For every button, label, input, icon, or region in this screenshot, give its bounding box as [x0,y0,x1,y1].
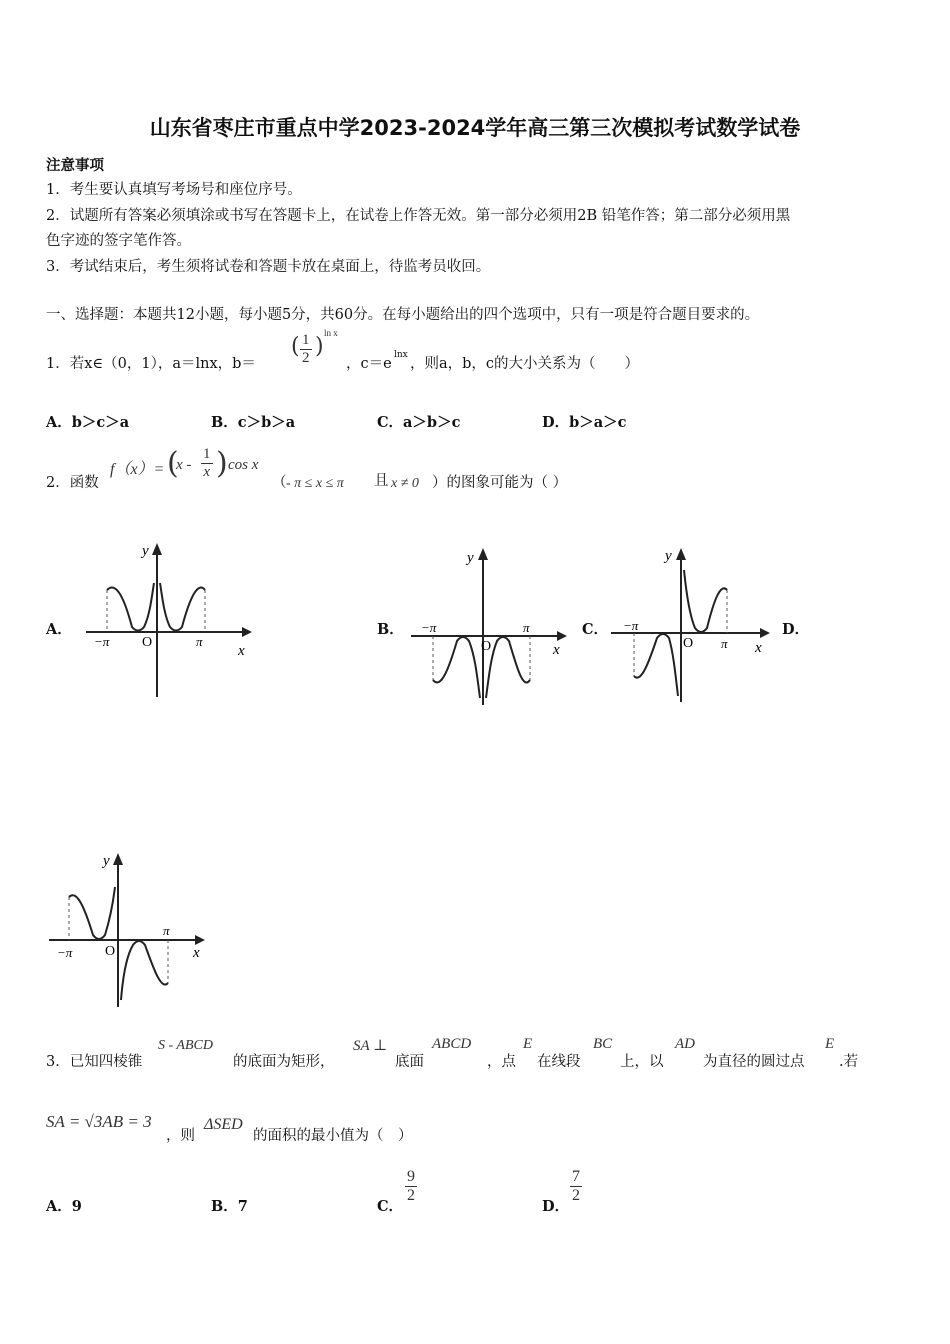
q2-option-d-label: D． [782,621,810,638]
graph-d-pi: π [163,923,170,938]
q1-frac-num: 1 [302,332,310,348]
q3-text-6: 为直径的圆过点 [703,1054,805,1070]
q3-option-d-den: 2 [572,1187,580,1204]
q2-f: f（x）= [110,461,165,478]
notice-item: 2．试题所有答案必须填涂或书写在答题卡上，在试卷上作答无效。第一部分必须用2B 铅笔作答；第二部分必须用黑 [46,208,791,224]
q2-option-b-label: B． [377,621,404,638]
graph-b-origin: O [481,639,492,654]
q3-option-b: B．7 [211,1198,248,1215]
graph-c [605,540,780,710]
q1-fraction [300,332,312,367]
q3-pyramid: S - ABCD [158,1038,213,1053]
graph-b [405,540,575,710]
q1-frac-den: 2 [302,350,310,366]
q3-bc: BC [593,1036,613,1052]
q1-option-a: A．b＞c＞a [46,414,130,431]
q1-exponent: ln x [324,328,338,338]
section-heading: 一、选择题：本题共12小题，每小题5分，共60分。在每小题给出的四个选项中，只有一项是符合题目要求的。 [46,307,760,323]
q2-frac-den: x [203,464,211,480]
q3-text-5: 上，以 [620,1054,664,1070]
q3-option-c-fraction [405,1168,417,1205]
graph-a [80,535,265,705]
notice-heading: 注意事项 [46,157,104,174]
q1-option-b: B．c＞b＞a [211,414,296,431]
q2-stem-pre: 2．函数 [46,475,99,491]
q3-text-9: 的面积的最小值为（ ） [253,1128,413,1144]
notice-item: 色字迹的签字笔作答。 [46,233,191,249]
q3-text-1: 的底面为矩形， [233,1054,335,1070]
q2-frac-num: 1 [203,446,211,462]
graph-c-pi: π [721,636,728,651]
graph-d [45,845,220,1015]
graph-c-origin: O [683,636,694,651]
q3-ad: AD [675,1036,695,1052]
q3-option-c-label: C． [377,1198,404,1215]
q1-c-exponent: lnx [394,350,408,360]
graph-a-y-label: y [142,543,149,559]
q3-e1: E [523,1036,533,1052]
graph-a-neg-pi: −π [94,634,110,649]
q3-option-c-den: 2 [407,1187,415,1204]
graph-b-x-label: x [553,642,560,658]
q1-stem-pre: 1．若x∈（0，1），a＝lnx，b＝ [46,356,256,372]
graph-a-x-label: x [238,643,245,659]
graph-d-y-label: y [103,853,110,869]
q2-fraction [201,446,213,481]
graph-d-neg-pi: −π [57,945,73,960]
page-title: 山东省枣庄市重点中学2023-2024学年高三第三次模拟考试数学试卷 [149,116,801,140]
q3-e2: E [825,1036,835,1052]
q3-text-3: ，点 [487,1054,516,1070]
q2-neq: x ≠ 0 [391,476,419,491]
graph-b-neg-pi: −π [421,620,437,635]
graph-b-pi: π [523,620,530,635]
q2-cond: - π ≤ x ≤ π [286,476,344,491]
graph-c-x-label: x [755,640,762,656]
q2-paren-open: ( [167,446,179,481]
q1-paren-close: ) [315,334,324,359]
graph-a-pi: π [196,634,203,649]
q2-qie: 且 [374,473,389,489]
graph-b-y-label: y [467,550,474,566]
q3-stem-pre: 3．已知四棱锥 [46,1054,143,1070]
q1-stem-post: ，则a，b，c的大小关系为（ ） [410,356,640,372]
q1-paren-open: ( [291,334,300,359]
q1-option-d: D．b＞a＞c [542,414,627,431]
graph-a-origin: O [142,635,153,650]
notice-item: 3．考试结束后，考生须将试卷和答题卡放在桌面上，待监考员收回。 [46,259,491,275]
q3-triangle: ΔSED [204,1116,243,1133]
q3-option-d-label: D． [542,1198,570,1215]
q1-c-text: ，c＝e [346,356,392,372]
notice-item: 1．考生要认真填写考场号和座位序号。 [46,182,302,198]
q3-text-2: 底面 [395,1054,424,1070]
graph-c-neg-pi: −π [623,618,639,633]
q3-text-4: 在线段 [537,1054,581,1070]
q3-option-c-num: 9 [407,1168,415,1185]
q2-cos: cos x [228,457,259,473]
q3-option-d-num: 7 [572,1168,580,1185]
q2-option-c-label: C． [582,621,609,638]
q3-condition: SA = √3AB = 3 [46,1112,152,1131]
q2-option-a-label: A． [46,621,72,638]
q1-option-c: C．a＞b＞c [377,414,461,431]
q3-sa-perp: SA ⊥ [353,1038,388,1054]
q3-option-d-fraction [570,1168,582,1205]
graph-c-y-label: y [665,548,672,564]
q3-text-7: .若 [839,1054,859,1070]
graph-d-origin: O [105,944,116,959]
q3-text-8: ，则 [166,1128,195,1144]
q2-cond-open: （ [272,475,287,491]
graph-d-x-label: x [193,945,200,961]
q2-x-minus: x - [176,457,192,473]
q2-stem-post: ）的图象可能为（ ） [432,475,568,491]
q3-option-a: A．9 [46,1198,82,1215]
q2-paren-close: ) [216,446,228,481]
q3-abcd: ABCD [432,1036,472,1052]
